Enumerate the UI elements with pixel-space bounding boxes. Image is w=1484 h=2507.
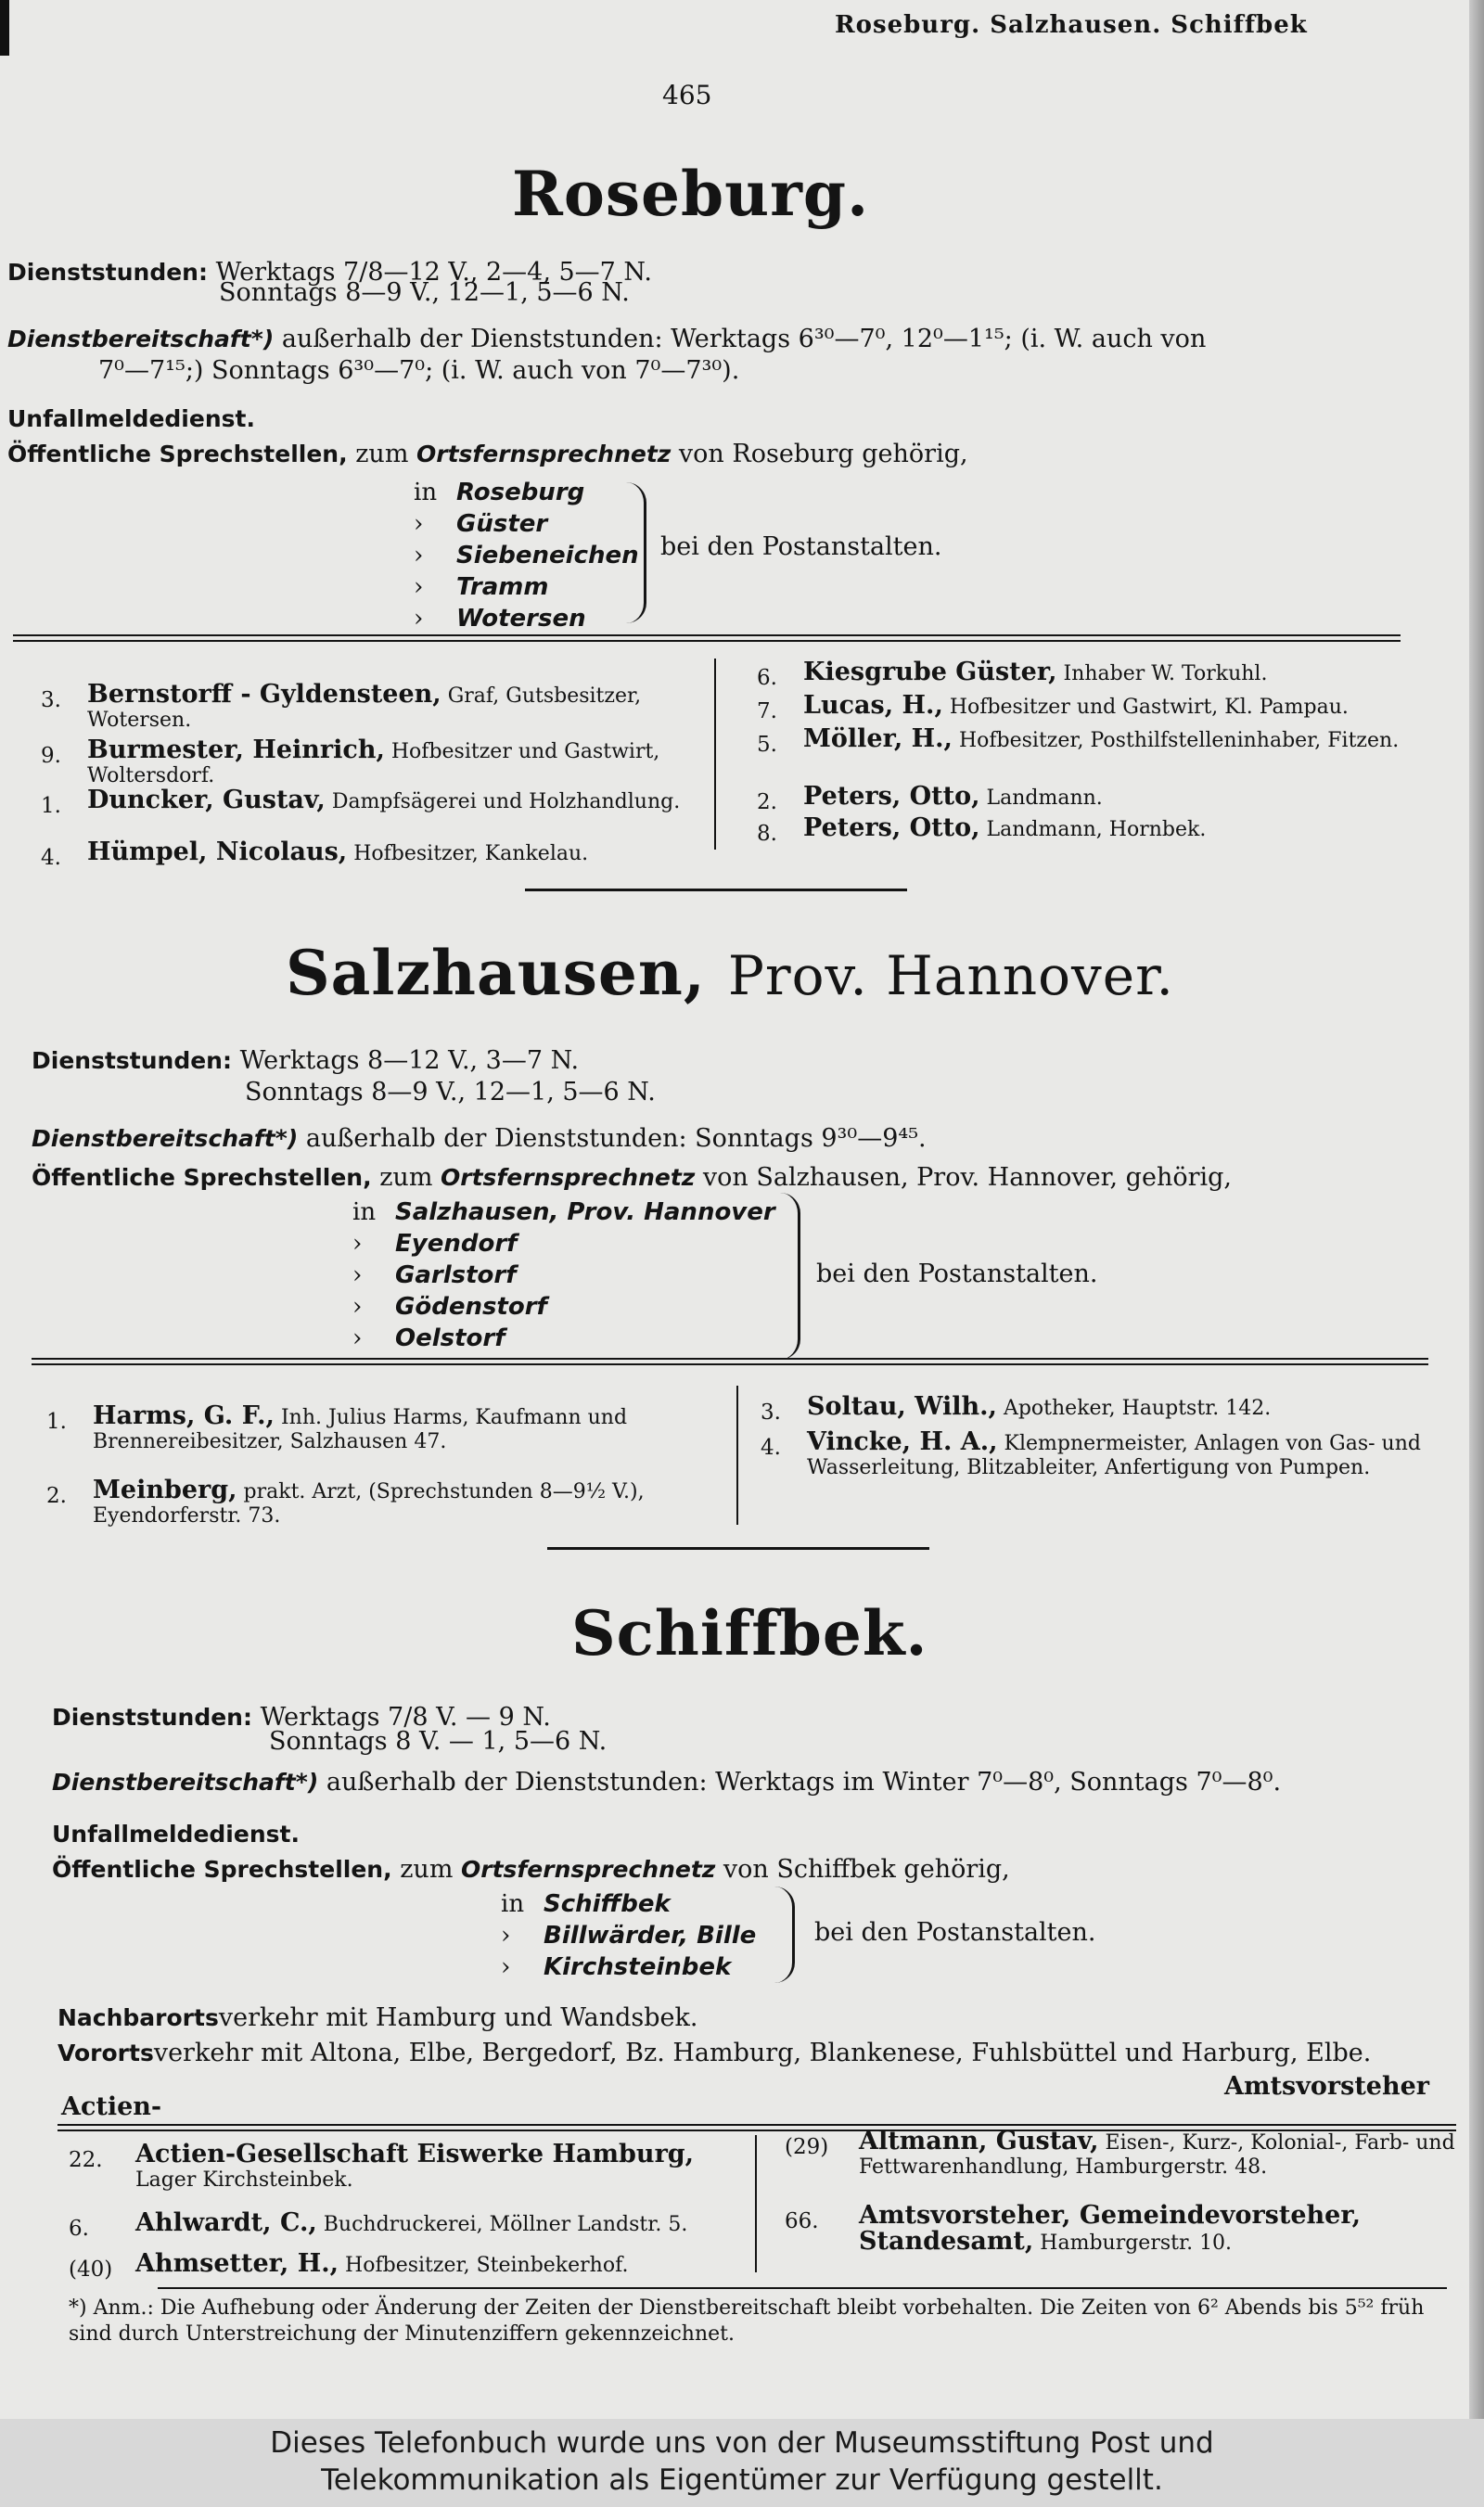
- place-item: in Roseburg: [414, 479, 585, 506]
- place-item: › Billwärder, Bille: [501, 1922, 757, 1950]
- footnote-rule: [158, 2287, 1447, 2289]
- place-item: › Wotersen: [414, 605, 586, 633]
- unfallmeldedienst-schiffbek: Unfallmeldedienst.: [52, 1821, 300, 1848]
- section-title-schiffbek: Schiffbek.: [571, 1597, 928, 1669]
- dienstbereitschaft-roseburg: [7, 325, 1206, 353]
- scan-edge-left: [0, 0, 9, 56]
- unfallmeldedienst-roseburg: Unfallmeldedienst.: [7, 405, 255, 432]
- brace: [623, 482, 646, 623]
- section-rule: [525, 889, 907, 891]
- brace-text-roseburg: bei den Postanstalten.: [660, 532, 942, 561]
- place-item: › Eyendorf: [352, 1230, 518, 1258]
- place-item: › Kirchsteinbek: [501, 1953, 732, 1981]
- place-item: in Schiffbek: [501, 1890, 671, 1918]
- archive-notice-line1: Dieses Telefonbuch wurde uns von der Museumsstiftung Post und: [270, 2426, 1214, 2460]
- dienstbereitschaft-schiffbek: Dienstbereitschaft*) außerhalb der Dienststunden: Werktags im Winter 7⁰—8⁰, Sonntags 7⁰—8⁰.: [52, 1768, 1282, 1797]
- brace: [777, 1193, 800, 1360]
- place-item: › Gödenstorf: [352, 1293, 547, 1321]
- column-divider: [755, 2135, 757, 2272]
- dienststunden-werktags: Werktags 7/8—12 V., 2—4, 5—7 N.: [215, 258, 652, 287]
- place-item: › Tramm: [414, 573, 549, 601]
- archive-notice: [0, 2419, 1484, 2507]
- oeffentliche-sprechstellen-roseburg: Öffentliche Sprechstellen, zum Ortsfernsprechnetz von Roseburg gehörig,: [7, 440, 968, 468]
- column-divider: [736, 1386, 738, 1525]
- section-title-salzhausen: Salzhausen, Prov. Hannover.: [286, 937, 1174, 1009]
- oeffentliche-sprechstellen-salzhausen: Öffentliche Sprechstellen, zum Ortsfernsprechnetz von Salzhausen, Prov. Hannover, gehörig,: [32, 1163, 1232, 1192]
- dienststunden-sonntags: Sonntags 8—9 V., 12—1, 5—6 N.: [245, 1078, 656, 1106]
- dienststunden-schiffbek: Dienststunden: Werktags 7/8 V. — 9 N.: [52, 1703, 551, 1732]
- catchword-left: Actien-: [61, 2092, 162, 2121]
- dienstbereitschaft-label: Dienstbereitschaft*): [7, 326, 275, 352]
- places-list-salzhausen: [352, 1196, 775, 1354]
- place-item: › Siebeneichen: [414, 542, 639, 569]
- dienststunden-sonntags: Sonntags 8 V. — 1, 5—6 N.: [269, 1727, 608, 1756]
- catchword-right: Amtsvorsteher: [1224, 2072, 1429, 2101]
- nachbarortsverkehr: Nachbarortsverkehr mit Hamburg und Wandsbek.: [58, 2003, 698, 2032]
- dienstbereitschaft-salzhausen: Dienstbereitschaft*) außerhalb der Dienststunden: Sonntags 9³⁰—9⁴⁵.: [32, 1124, 927, 1153]
- archive-notice-line2: Telekommunikation als Eigentümer zur Verfügung gestellt.: [321, 2463, 1163, 2497]
- dienstbereitschaft-line1: außerhalb der Dienststunden: Werktags 6³⁰—7⁰, 12⁰—1¹⁵; (i. W. auch von: [281, 325, 1207, 353]
- double-rule: [13, 634, 1401, 642]
- column-divider: [714, 659, 716, 850]
- brace-text-salzhausen: bei den Postanstalten.: [816, 1260, 1098, 1288]
- places-list-roseburg: [414, 477, 639, 634]
- place-item: in Salzhausen, Prov. Hannover: [352, 1198, 775, 1226]
- scan-edge-right: [1469, 0, 1484, 2419]
- vorortsverkehr: Vorortsverkehr mit Altona, Elbe, Bergedorf, Bz. Hamburg, Blankenese, Fuhlsbüttel und Harburg, Elbe.: [58, 2039, 1372, 2067]
- double-rule: [32, 1358, 1428, 1365]
- dienstbereitschaft-line2: 7⁰—7¹⁵;) Sonntags 6³⁰—7⁰; (i. W. auch von 7⁰—7³⁰).: [98, 356, 740, 385]
- dienststunden-salzhausen: Dienststunden: Werktags 8—12 V., 3—7 N.: [32, 1046, 580, 1075]
- footnote: *) Anm.: Die Aufhebung oder Änderung der Zeiten der Dienstbereitschaft bleibt vorbehalten. Die Zeiten von 6² Abends bis 5⁵² früh sind durch Unterstreichung der Minutenziffern gekennzeichnet.: [69, 2296, 1425, 2346]
- scanned-page: Roseburg. Salzhausen. Schiffbek 465 Roseburg. Dienststunden: Werktags 7/8—12 V., 2—4, 5—7 N. Sonntags 8—9 V., 12—1, 5—6 N. Dienstbereitschaft*) außerhalb der Dienststunden: Werktags 6³⁰—7⁰, 12⁰—1¹⁵; (i. W. auch von 7⁰—7¹⁵;) Sonntags 6³⁰—7⁰; (i. W. auch von 7⁰—7³⁰). Unfallmeldedienst. Öffentliche Sprechstellen, zum Ortsfernsprechnetz von Roseburg gehörig, in Roseburg › Güster › Siebeneichen › Tramm › Wotersen bei den Postanstalten. 3. Bernstorff - Gyldensteen, Graf, Gutsbesitzer, Wotersen. 9. Burmester, Heinrich, Hofbesitzer und Gastwirt, Woltersdorf. 1. Duncker, Gustav, Dampfsägerei und Holzhandlung. 4. Hümpel, Nicolaus, Hofbesitzer, Kankelau. 6. Kiesgrube Güster, Inhaber W. Torkuhl. 7. Lucas, H., Hofbesitzer und Gastwirt, Kl. Pampau. 5. Möller, H., Hofbesitzer, Posthilfstelleninhaber, Fitzen. 2. Peters, Otto, Landmann. 8. Peters, Otto, Landmann, Hornbek. Salzhausen, Prov. Hannover. Dienststunden: Werktags 8—12 V., 3—7 N. Sonntags 8—9 V., 12—1, 5—6 N. Dienstbereitschaft*) außerhalb der Dienststunden: Sonntags 9³⁰—9⁴⁵. Öffentliche Sprechstellen, zum Ortsfernsprechnetz von Salzhausen, Prov. Hannover, gehörig, in Salzhausen, Prov. Hannover › Eyendorf › Garlstorf › Gödenstorf › Oelstorf bei den Postanstalten. 1. Harms, G. F., Inh. Julius Harms, Kaufmann und Brennereibesitzer, Salzhausen 47. 2. Meinberg, prakt. Arzt, (Sprechstunden 8—9½ V.), Eyendorferstr. 73. 3. Soltau, Wilh., Apotheker, Hauptstr. 142. 4. Vincke, H. A., Klempnermeister, Anlagen von Gas- und Wasserleitung, Blitzableiter, Anfertigung von Pumpen. Schiffbek. Dienststunden: Werktags 7/8 V. — 9 N. Sonntags 8 V. — 1, 5—6 N. Dienstbereitschaft*) außerhalb der Dienststunden: Werktags im Winter 7⁰—8⁰, Sonntags 7⁰—8⁰. Unfallmeldedienst. Öffentliche Sprechstellen, zum Ortsfernsprechnetz von Schiffbek gehörig, in Schiffbek › Billwärder, Bille › Kirchsteinbek bei den Postanstalten. Nachbarortsverkehr mit Hamburg und Wandsbek. Vorortsverkehr mit Altona, Elbe, Bergedorf, Bz. Hamburg, Blankenese, Fuhlsbüttel und Harburg, Elbe. Amtsvorsteher Actien- 22. Actien-Gesellschaft Eiswerke Hamburg, Lager Kirchsteinbek. 6. Ahlwardt, C., Buchdruckerei, Möllner Landstr. 5. (40) Ahmsetter, H., Hofbesitzer, Steinbekerhof. (29) Altmann, Gustav, Eisen-, Kurz-, Kolonial-, Farb- und Fettwarenhandlung, Hamburgerstr. 48. 66. Amtsvorsteher, Gemeindevorsteher, Standesamt, Hamburgerstr. 10. *) Anm.: Die Aufhebung oder Änderung der Zeiten der Dienstbereitschaft bleibt vorbehalten. Die Zeiten von 6² Abends bis 5⁵² früh sind durch Unterstreichung der Minutenziffern gekennzeichnet.: [0, 0, 1484, 2419]
- section-title-roseburg: Roseburg.: [512, 158, 870, 230]
- places-list-schiffbek: [501, 1888, 756, 1983]
- brace-text-schiffbek: bei den Postanstalten.: [814, 1918, 1096, 1947]
- place-item: › Garlstorf: [352, 1261, 517, 1289]
- section-rule: [547, 1547, 929, 1550]
- dienststunden-sonntags: Sonntags 8—9 V., 12—1, 5—6 N.: [219, 278, 630, 307]
- place-item: › Oelstorf: [352, 1324, 505, 1352]
- oeffentliche-sprechstellen-schiffbek: Öffentliche Sprechstellen, zum Ortsfernsprechnetz von Schiffbek gehörig,: [52, 1855, 1010, 1884]
- page-number: 465: [662, 80, 712, 110]
- place-item: › Güster: [414, 510, 548, 538]
- running-head: Roseburg. Salzhausen. Schiffbek: [835, 11, 1308, 39]
- dienststunden-label: Dienststunden:: [7, 259, 208, 286]
- brace: [774, 1887, 795, 1983]
